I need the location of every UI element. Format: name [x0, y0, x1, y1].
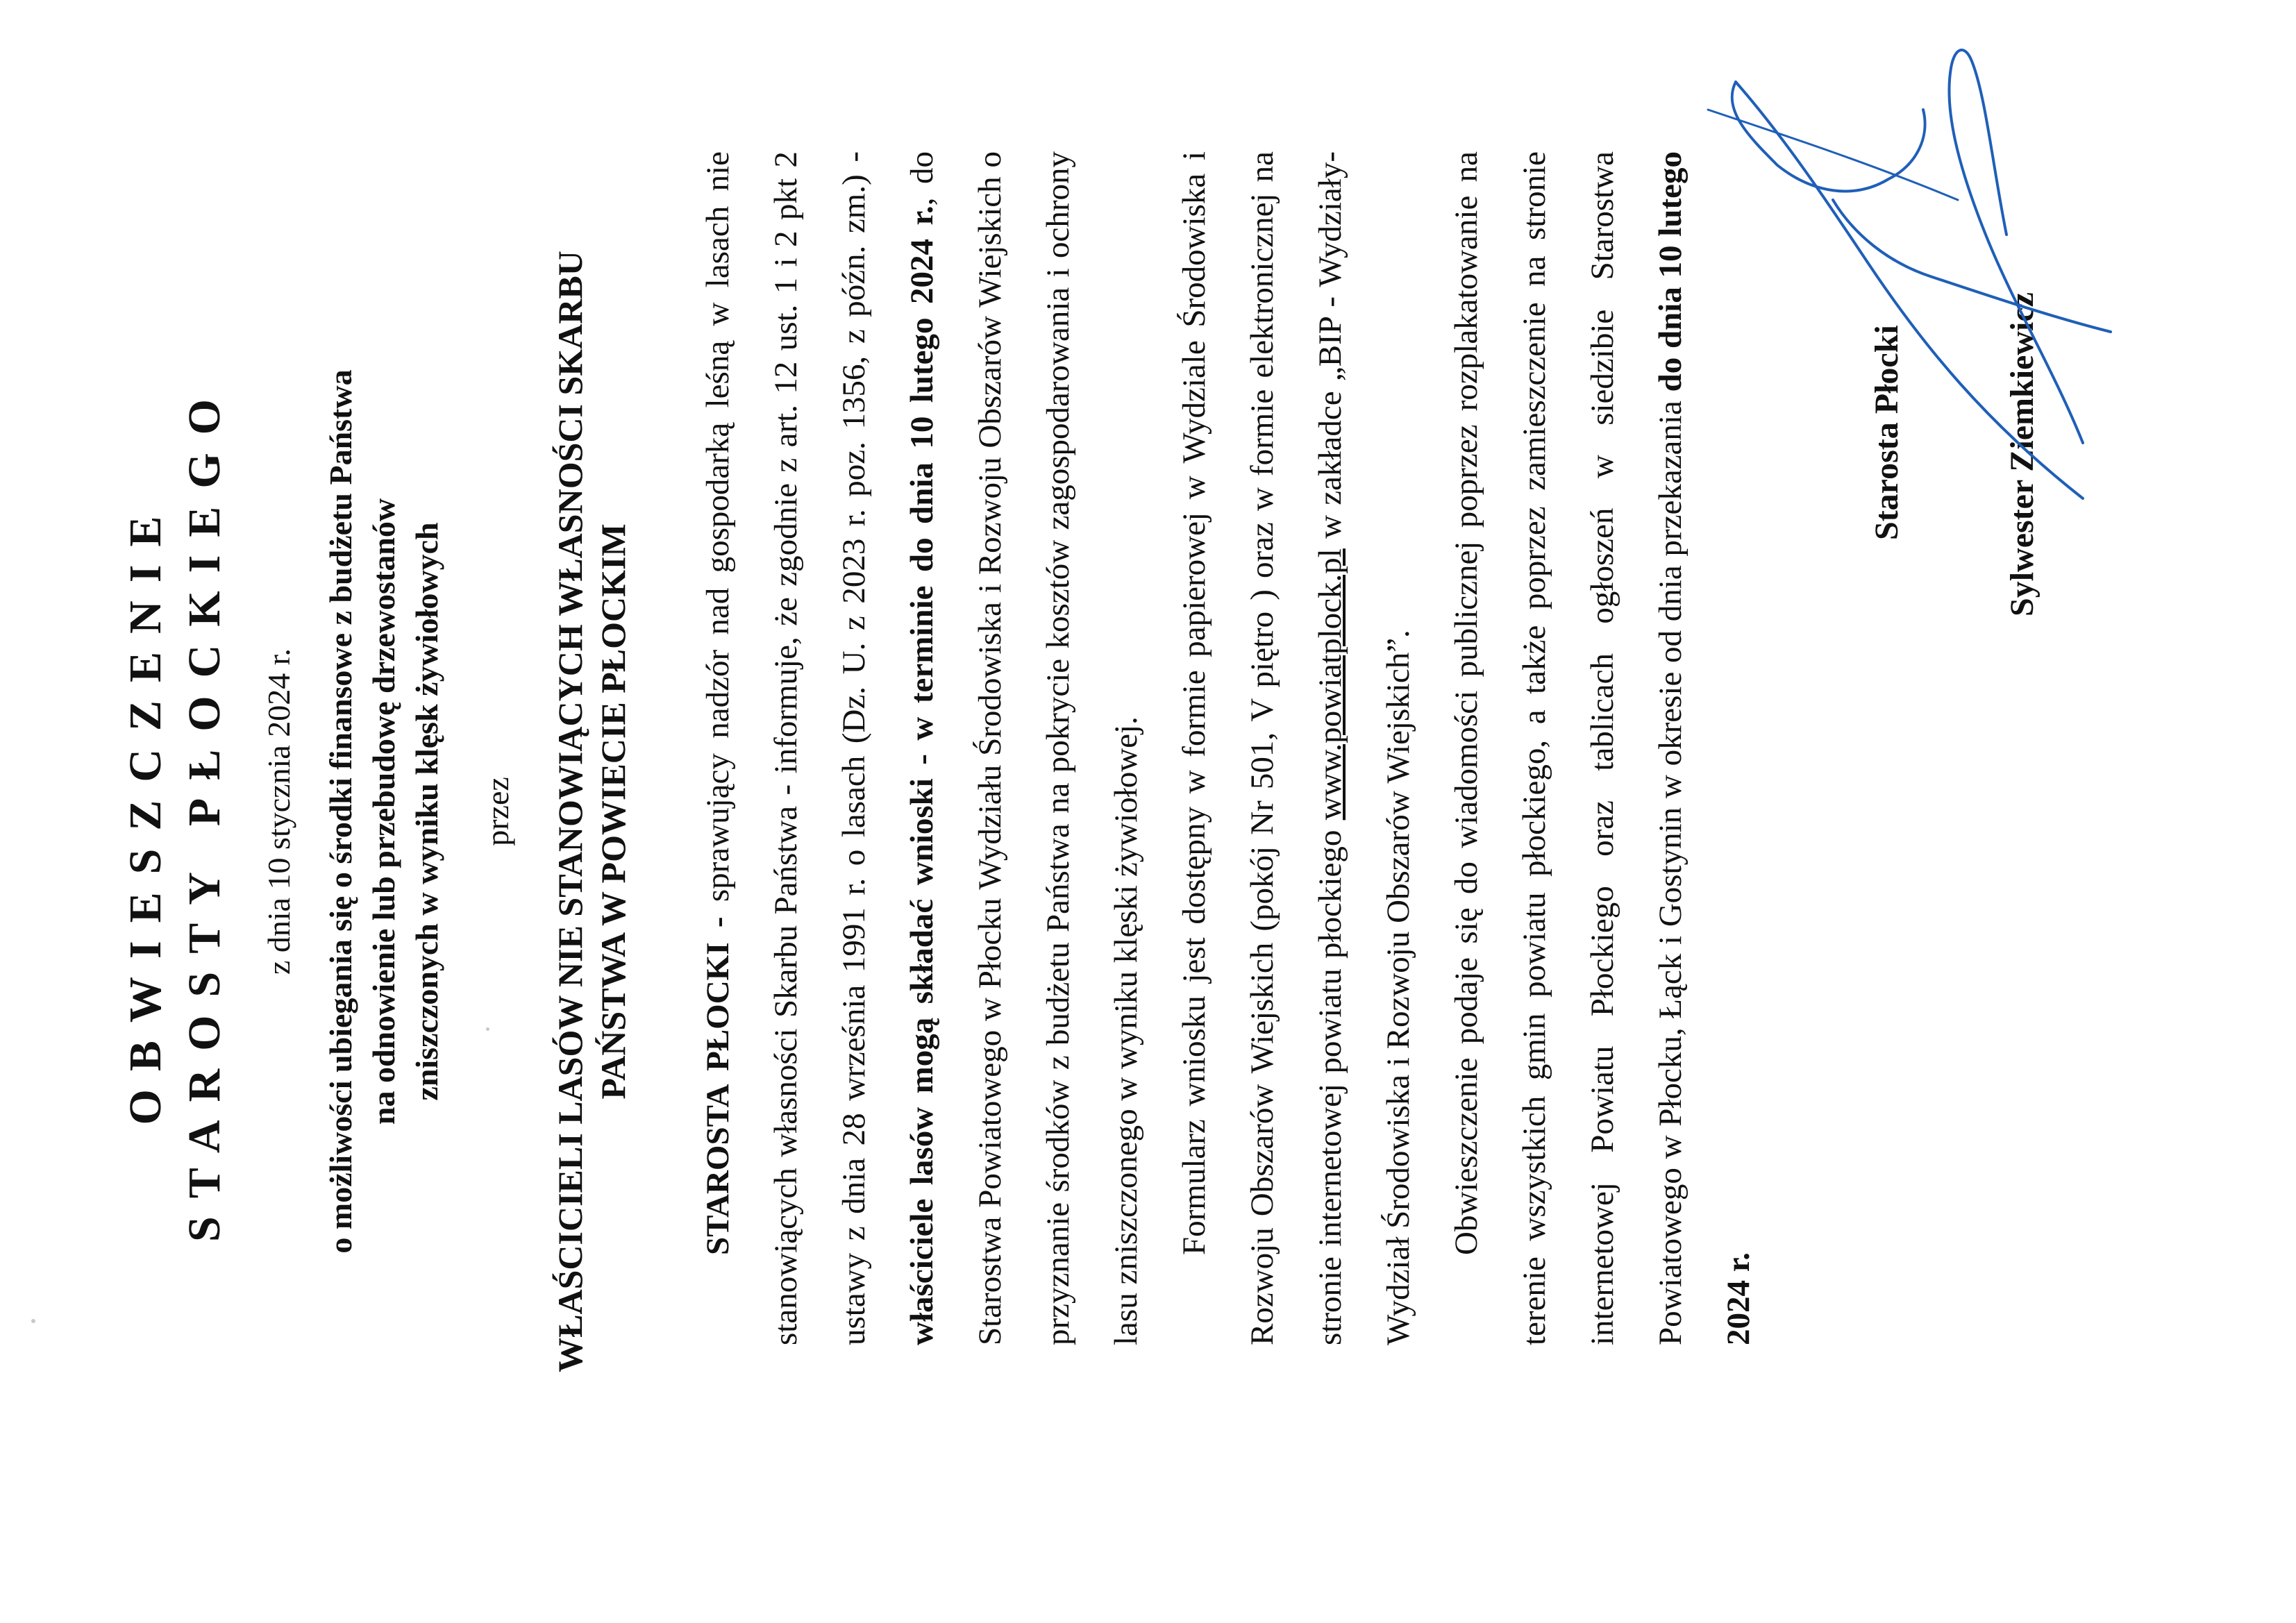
- signatory-name: Sylwester Ziemkiewicz: [2004, 292, 2041, 616]
- document-body: [684, 151, 1773, 1345]
- addressees-line: PAŃSTWA W POWIECIE PŁOCKIM: [594, 523, 632, 1100]
- paragraph-1-lead: STAROSTA PŁOCKI -: [700, 916, 736, 1255]
- paragraph-1-deadline: właściciele lasów mogą składać wnioski - w terminie do dnia 10 lutego 2024 r.: [904, 205, 940, 1345]
- paragraph-3-text: Obwieszczenie podaje się do wiadomości publicznej poprzez rozplakatowanie na terenie wszystkich gmin powiatu płockiego, a także poprzez zamieszczenie na stronie internetowej Powiatu Płockiego oraz tablicach ogłoszeń w siedzibie Starostwa Powiatowego w Płocku, Łąck i Gostynin w okresie od dnia przekazania: [1448, 151, 1689, 1345]
- paragraph-2-text: Formularz wniosku jest dostępny w formie papierowej w Wydziale Środowiska i Rozwoju Obszarów Wiejskich (pokój Nr 501, V piętro ) oraz w formie elektronicznej na stronie internetowej powiatu płockiego: [1176, 151, 1348, 1345]
- paragraph-1-text-end: , do Starostwa Powiatowego w Płocku Wydziału Środowiska i Rozwoju Obszarów Wiejskich o przyznanie środków z budżetu Państwa na pokrycie kosztów zagospodarowania i ochrony lasu zniszczonego w wyniku klęski żywiołowej.: [904, 151, 1144, 1345]
- document-issuer: STAROSTY PŁOCKIEGO: [179, 381, 230, 1242]
- paragraph-2: [1160, 151, 1432, 1345]
- paragraph-3-deadline: do dnia 10 lutego 2024 r.: [1652, 151, 1757, 1345]
- handwritten-signature: [1694, 40, 2125, 526]
- subject-line: o możliwości ubiegania się o środki finansowe z budżetu Państwa: [323, 369, 358, 1254]
- document-title: OBWIESZCZENIE: [120, 498, 171, 1125]
- paragraph-1: [684, 151, 1160, 1345]
- subject-line: na odnowienie lub przebudowę drzewostanów: [366, 498, 401, 1125]
- addressees-line: WŁAŚCICIELI LASÓW NIE STANOWIĄCYCH WŁASNOŚCI SKARBU: [551, 251, 589, 1372]
- document-subject: [319, 0, 449, 1623]
- document-date: z dnia 10 stycznia 2024 r.: [261, 648, 296, 975]
- przez-label: przez: [480, 777, 515, 846]
- website-link[interactable]: www.powiatplock.pl: [1312, 548, 1348, 821]
- addressees: [548, 0, 635, 1623]
- signatory-title: Starosta Płocki: [1868, 325, 1905, 540]
- paragraph-2-text-end: w zakładce „BIP - Wydziały- Wydział Środowiska i Rozwoju Obszarów Wiejskich”.: [1312, 151, 1416, 1345]
- subject-line: zniszczonych w wyniku klęsk żywiołowych: [409, 522, 444, 1101]
- paragraph-1-text: sprawujący nadzór nad gospodarką leśną w lasach nie stanowiących własności Skarbu Państwa - informuje, że zgodnie z art. 12 ust. 1 i 2 pkt 2 ustawy z dnia 28 września 1991 r. o lasach (Dz. U. z 2023 r. poz. 1356, z późn. zm.) -: [700, 151, 872, 1345]
